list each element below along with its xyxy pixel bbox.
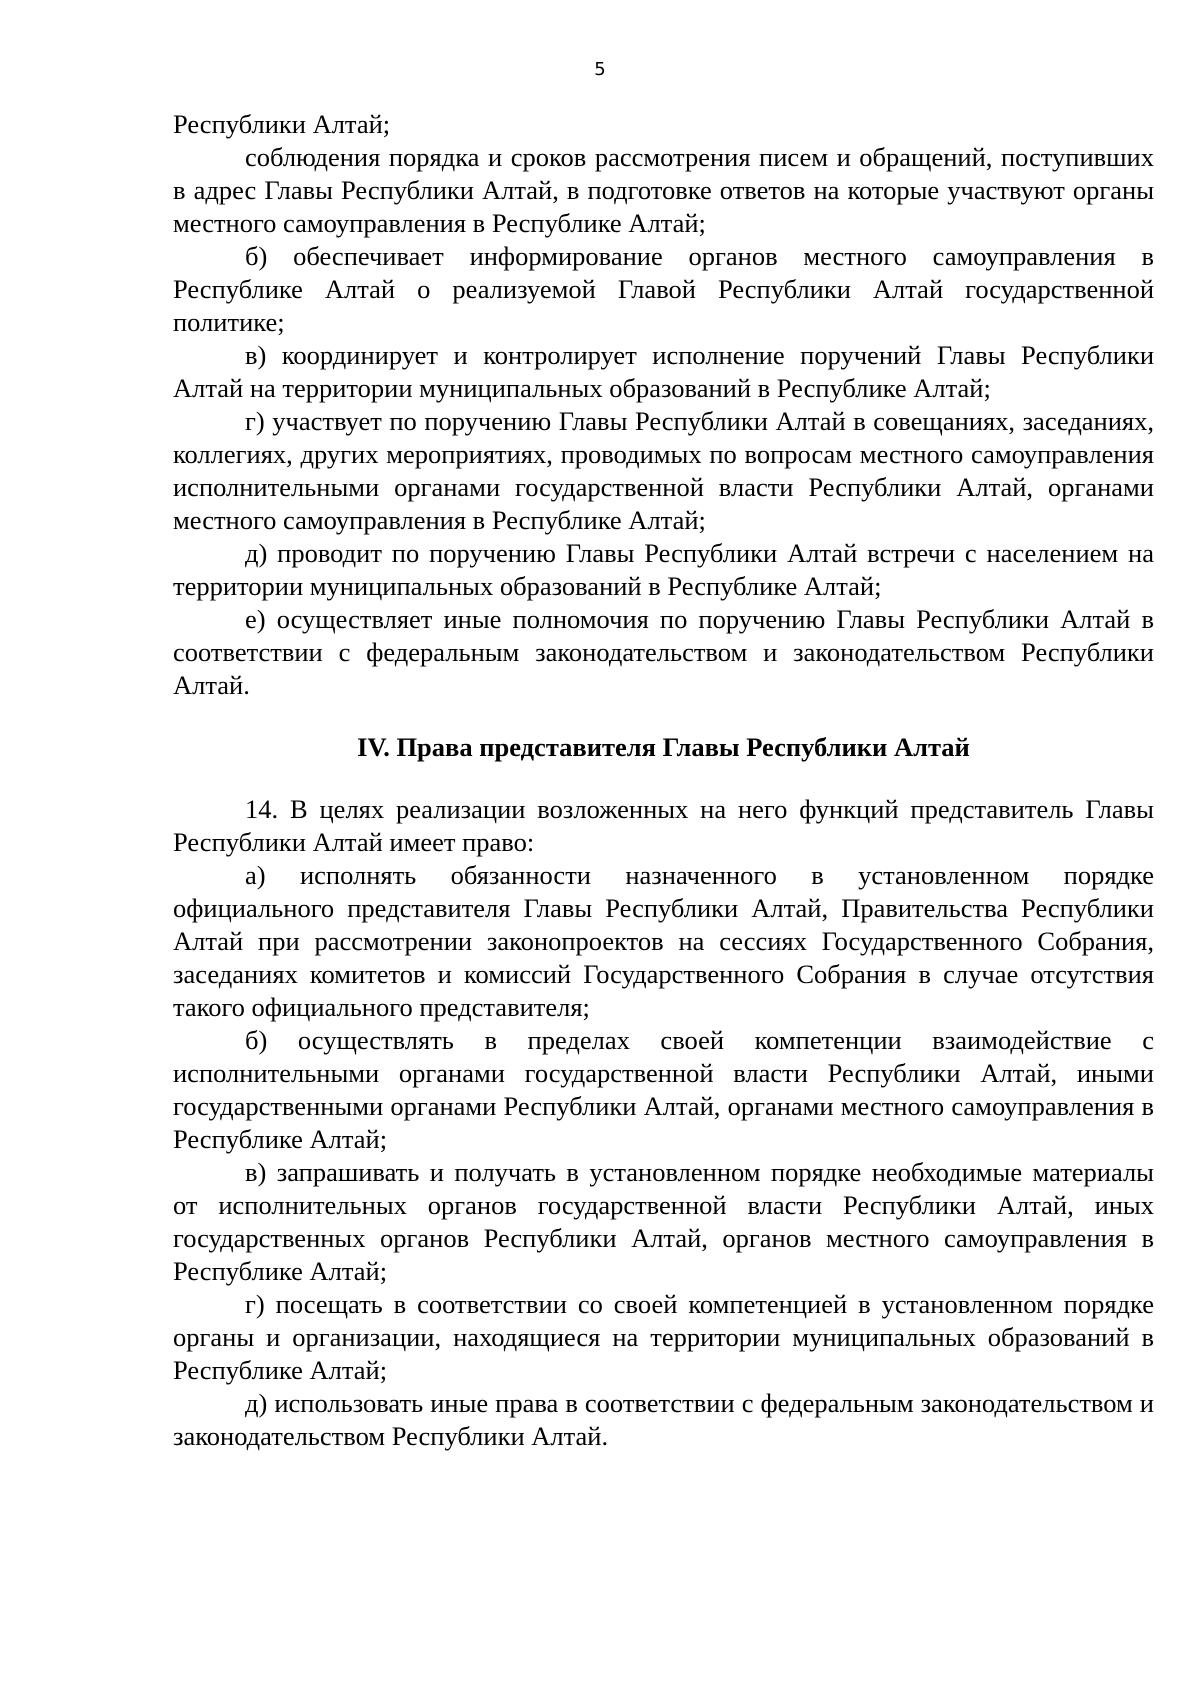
paragraph: б) осуществлять в пределах своей компетенции взаимодействие с исполнительными органами государственной власти Республики Алтай, иными государственными органами Республики Алтай, органами местного самоуправления в Республике Алтай; bbox=[173, 1025, 1154, 1154]
paragraph: а) исполнять обязанности назначенного в установленном порядке официального представителя Главы Республики Алтай, Правительства Республики Алтай при рассмотрении законопроектов на сессиях Государственного Собрания, заседаниях комитетов и комиссий Государственного Собрания в случае отсутствия такого официального представителя; bbox=[173, 860, 1154, 1022]
paragraphs-before-section bbox=[173, 108, 1154, 702]
page-number: 5 bbox=[594, 59, 606, 80]
paragraph: соблюдения порядка и сроков рассмотрения писем и обращений, поступивших в адрес Главы Республики Алтай, в подготовке ответов на которые участвуют органы местного самоуправления в Республике Алтай; bbox=[173, 142, 1154, 238]
paragraph: г) участвует по поручению Главы Республики Алтай в совещаниях, заседаниях, коллегиях, других мероприятиях, проводимых по вопросам местного самоуправления исполнительными органами государственной власти Республики Алтай, органами местного самоуправления в Республике Алтай; bbox=[173, 406, 1154, 535]
paragraph: в) координирует и контролирует исполнение поручений Главы Республики Алтай на территории муниципальных образований в Республике Алтай; bbox=[173, 340, 1154, 403]
section-heading: IV. Права представителя Главы Республики Алтай bbox=[357, 732, 970, 762]
paragraph: 14. В целях реализации возложенных на него функций представитель Главы Республики Алтай имеет право: bbox=[173, 794, 1154, 857]
paragraph: б) обеспечивает информирование органов местного самоуправления в Республике Алтай о реализуемой Главой Республики Алтай государственной политике; bbox=[173, 241, 1154, 337]
paragraphs-after-section bbox=[173, 793, 1154, 1453]
paragraph: Республики Алтай; bbox=[173, 109, 391, 139]
paragraph: е) осуществляет иные полномочия по поручению Главы Республики Алтай в соответствии с федеральным законодательством и законодательством Республики Алтай. bbox=[173, 604, 1154, 700]
paragraph: д) проводит по поручению Главы Республики Алтай встречи с населением на территории муниципальных образований в Республике Алтай; bbox=[173, 538, 1154, 601]
document-body bbox=[173, 108, 1154, 1453]
paragraph: г) посещать в соответствии со своей компетенцией в установленном порядке органы и организации, находящиеся на территории муниципальных образований в Республике Алтай; bbox=[173, 1289, 1154, 1385]
paragraph: в) запрашивать и получать в установленном порядке необходимые материалы от исполнительных органов государственной власти Республики Алтай, иных государственных органов Республики Алтай, органов местного самоуправления в Республике Алтай; bbox=[173, 1157, 1154, 1286]
paragraph: д) использовать иные права в соответствии с федеральным законодательством и законодательством Республики Алтай. bbox=[173, 1388, 1154, 1451]
